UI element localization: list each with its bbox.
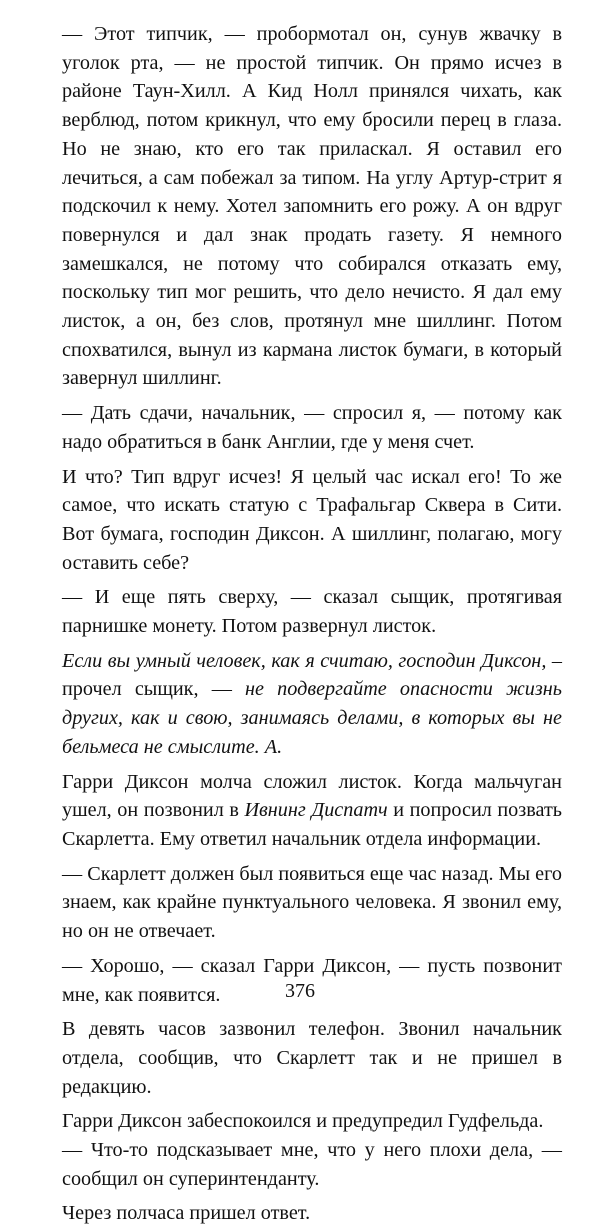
paragraph-text-end: и попросил позвать Скарлетта. Ему ответил начальник отдела информации. [62, 799, 562, 850]
paragraph: В девять часов зазвонил телефон. Звонил начальник отдела, сообщив, что Скарлетт так и не пришел в редакцию. [62, 1018, 562, 1098]
paragraph: Через полчаса пришел ответ. [62, 1202, 311, 1225]
note-paragraph [62, 647, 562, 762]
page-number: 376 [285, 980, 315, 1002]
page-text [62, 20, 562, 1228]
note-text-end: не подвергайте опасности жизнь других, как и свою, занимаясь делами, в которых вы не бельмеса не смыслите. А. [62, 678, 562, 758]
paragraph: Гарри Диксон забеспокоился и предупредил Гудфельда. [62, 1110, 544, 1133]
paragraph-text-start: Гарри Диксон молча сложил листок. Когда мальчуган ушел, он позвонил в [62, 770, 562, 822]
paragraph: — Что-то подсказывает мне, что у него плохи дела, — сообщил он суперинтенданту. [62, 1139, 562, 1190]
paragraph: — Дать сдачи, начальник, — спросил я, — потому как надо обратиться в банк Англии, где у меня счет. [62, 402, 562, 453]
paragraph: — Этот типчик, — пробормотал он, сунув жвачку в уголок рта, — не простой типчик. Он прямо исчез в районе Таун-Хилл. А Кид Нолл принялся чихать, как верблюд, потом крикнул, что ему бросили перец в глаза. Но не знаю, кто его так приласкал. Я оставил его лечиться, а сам побежал за типом. На углу Артур-стрит я подскочил к нему. Хотел запомнить его рожу. А он вдруг повернулся и дал знак продать газету. Я немного замешкался, не потому что собирался отказать ему, поскольку тип мог решить, что дело нечисто. Я дал ему листок, а он, без слов, протянул мне шиллинг. Потом спохватился, вынул из кармана листок бумаги, в который завернул шиллинг. [62, 23, 562, 390]
paragraph [62, 768, 562, 854]
note-attribution: прочел сыщик, — [62, 678, 246, 701]
paragraph: — Хорошо, — сказал Гарри Диксон, — пусть позвонит мне, как появится. [62, 954, 562, 1006]
note-text-start: Если вы умный человек, как я считаю, господин Диксон, – [62, 649, 562, 672]
paragraph: И что? Тип вдруг исчез! Я целый час искал его! То же самое, что искать статую с Трафальгар Сквера в Сити. Вот бумага, господин Диксон. А шиллинг, полагаю, могу оставить себе? [62, 465, 562, 574]
paragraph: — И еще пять сверху, — сказал сыщик, протягивая парнишке монету. Потом развернул листок. [62, 586, 562, 638]
paragraph: — Скарлетт должен был появиться еще час назад. Мы его знаем, как крайне пунктуального человека. Я звонил ему, но он не отвечает. [62, 862, 562, 943]
newspaper-name: Ивнинг Диспатч [244, 799, 388, 822]
